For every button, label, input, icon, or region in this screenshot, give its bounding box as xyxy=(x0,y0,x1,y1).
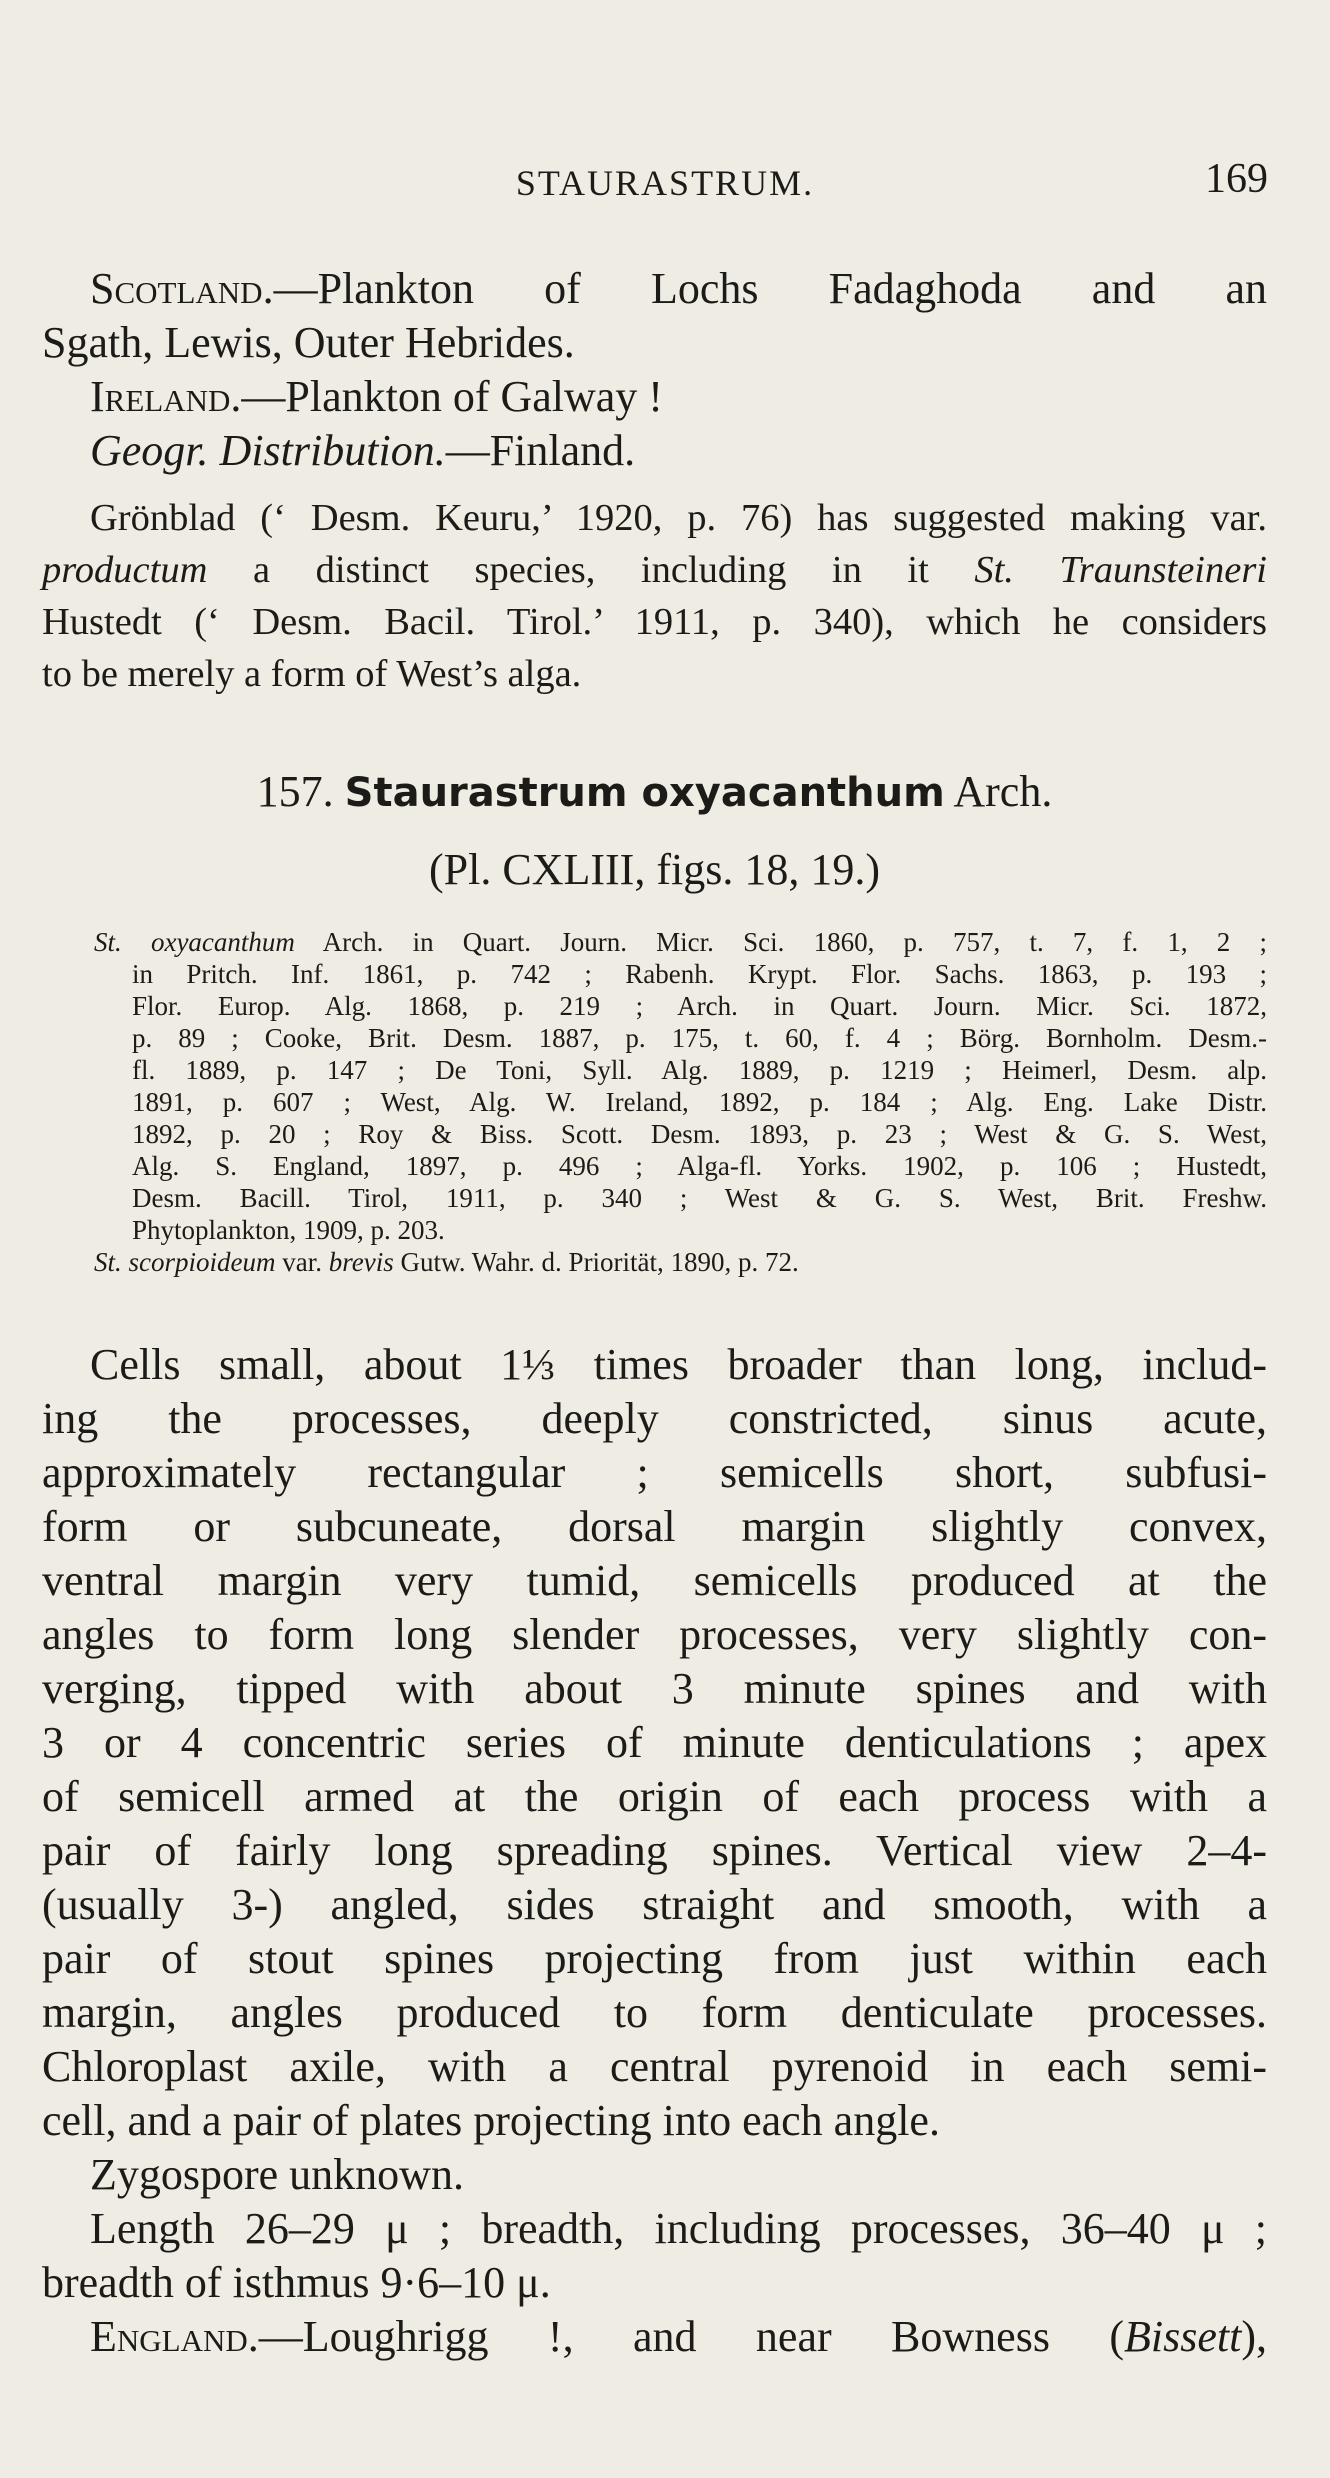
scotland-record xyxy=(42,262,1267,316)
ireland-record xyxy=(42,370,1267,424)
species-number: 157. xyxy=(256,767,334,816)
citation: Arch. in Quart. Journ. Micr. Sci. 1860, p. 757, t. 7, f. 1, 2 ; xyxy=(294,927,1268,957)
description-line: pair of stout spines projecting from just within each xyxy=(42,1934,1267,1983)
note-line: Grönblad (‘ Desm. Keuru,’ 1920, p. 76) has suggested making var. xyxy=(90,497,1267,539)
citation: Flor. Europ. Alg. 1868, p. 219 ; Arch. in Quart. Journ. Micr. Sci. 1872, xyxy=(132,991,1267,1021)
geogr-label: Geogr. Distribution. xyxy=(90,426,446,475)
note-line: to be merely a form of West’s alga. xyxy=(42,653,582,695)
synonym-variety: brevis xyxy=(328,1247,394,1277)
geographic-distribution xyxy=(42,424,1267,478)
measurements: Length 26–29 μ ; breadth, including processes, 36–40 μ ; xyxy=(90,2204,1267,2253)
citation: var. xyxy=(275,1247,329,1277)
synonymy xyxy=(42,926,1267,1278)
species-author: Arch. xyxy=(953,767,1053,816)
description-line: verging, tipped with about 3 minute spines and with xyxy=(42,1664,1267,1713)
description-line: form or subcuneate, dorsal margin slightly convex, xyxy=(42,1502,1267,1551)
zygospore-note: Zygospore unknown. xyxy=(90,2150,464,2199)
england-record xyxy=(42,2310,1267,2364)
page-number: 169 xyxy=(1205,156,1268,202)
species-name: Staurastrum oxyacanthum xyxy=(344,770,945,816)
citation: Gutw. Wahr. d. Priorität, 1890, p. 72. xyxy=(393,1247,799,1277)
species-description xyxy=(42,1338,1267,2364)
plate-figs: (Pl. CXLIII, figs. 18, 19.) xyxy=(429,845,880,894)
synonym-line xyxy=(42,1246,1267,1278)
england-text: —Loughrigg !, and near Bowness ( xyxy=(258,2312,1125,2361)
description-line: margin, angles produced to form denticulate processes. xyxy=(42,1988,1267,2037)
synonym-name: St. scorpioideum xyxy=(94,1247,276,1277)
species-heading xyxy=(42,762,1267,823)
collector-name: Bissett xyxy=(1124,2312,1242,2361)
running-header: STAURASTRUM. xyxy=(515,163,815,203)
description-line: cell, and a pair of plates projecting into each angle. xyxy=(42,2096,940,2145)
description-line: angles to form long slender processes, very slightly con- xyxy=(42,1610,1267,1659)
description-line: 3 or 4 concentric series of minute denticulations ; apex xyxy=(42,1718,1267,1767)
note-line: Hustedt (‘ Desm. Bacil. Tirol.’ 1911, p. 340), which he considers xyxy=(42,601,1267,643)
species-title xyxy=(42,762,1267,823)
scotland-record-cont: Sgath, Lewis, Outer Hebrides. xyxy=(42,318,575,367)
note-italic: St. Traunsteineri xyxy=(974,549,1267,591)
taxonomic-note xyxy=(42,492,1267,700)
note-italic: productum xyxy=(42,549,208,591)
region-england: England. xyxy=(90,2312,259,2361)
synonym-name: St. oxyacanthum xyxy=(94,927,295,957)
citation: Alg. S. England, 1897, p. 496 ; Alga-fl. Yorks. 1902, p. 106 ; Hustedt, xyxy=(132,1151,1267,1181)
description-line: ventral margin very tumid, semicells produced at the xyxy=(42,1556,1267,1605)
scotland-text: —Plankton of Lochs Fadaghoda and an xyxy=(273,264,1267,313)
description-line: pair of fairly long spreading spines. Vertical view 2–4- xyxy=(42,1826,1267,1875)
measurements: breadth of isthmus 9·6–10 μ. xyxy=(42,2258,551,2307)
ireland-text: —Plankton of Galway ! xyxy=(241,372,663,421)
citation: p. 89 ; Cooke, Brit. Desm. 1887, p. 175, t. 60, f. 4 ; Börg. Bornholm. Desm.- xyxy=(132,1023,1267,1053)
citation: 1891, p. 607 ; West, Alg. W. Ireland, 1892, p. 184 ; Alg. Eng. Lake Distr. xyxy=(132,1087,1267,1117)
citation: 1892, p. 20 ; Roy & Biss. Scott. Desm. 1893, p. 23 ; West & G. S. West, xyxy=(132,1119,1267,1149)
description-line: (usually 3-) angled, sides straight and smooth, with a xyxy=(42,1880,1267,1929)
description-line: of semicell armed at the origin of each process with a xyxy=(42,1772,1267,1821)
plate-reference xyxy=(42,842,1267,898)
region-scotland: Scotland. xyxy=(90,264,274,313)
note-text: a distinct species, including in it xyxy=(207,549,975,591)
geogr-text: —Finland. xyxy=(445,426,636,475)
region-ireland: Ireland. xyxy=(90,372,242,421)
description-line: Cells small, about 1⅓ times broader than long, includ- xyxy=(90,1340,1267,1389)
citation: Phytoplankton, 1909, p. 203. xyxy=(132,1215,445,1245)
citation: fl. 1889, p. 147 ; De Toni, Syll. Alg. 1889, p. 1219 ; Heimerl, Desm. alp. xyxy=(132,1055,1267,1085)
england-text: ), xyxy=(1241,2312,1267,2361)
citation: Desm. Bacill. Tirol, 1911, p. 340 ; West & G. S. West, Brit. Freshw. xyxy=(132,1183,1267,1213)
citation: in Pritch. Inf. 1861, p. 742 ; Rabenh. Krypt. Flor. Sachs. 1863, p. 193 ; xyxy=(132,959,1267,989)
description-line: Chloroplast axile, with a central pyrenoid in each semi- xyxy=(42,2042,1267,2091)
distribution-records xyxy=(42,262,1267,478)
description-line: ing the processes, deeply constricted, sinus acute, xyxy=(42,1394,1267,1443)
note-line xyxy=(42,544,1267,596)
synonym-line xyxy=(42,926,1267,958)
description-line: approximately rectangular ; semicells short, subfusi- xyxy=(42,1448,1267,1497)
